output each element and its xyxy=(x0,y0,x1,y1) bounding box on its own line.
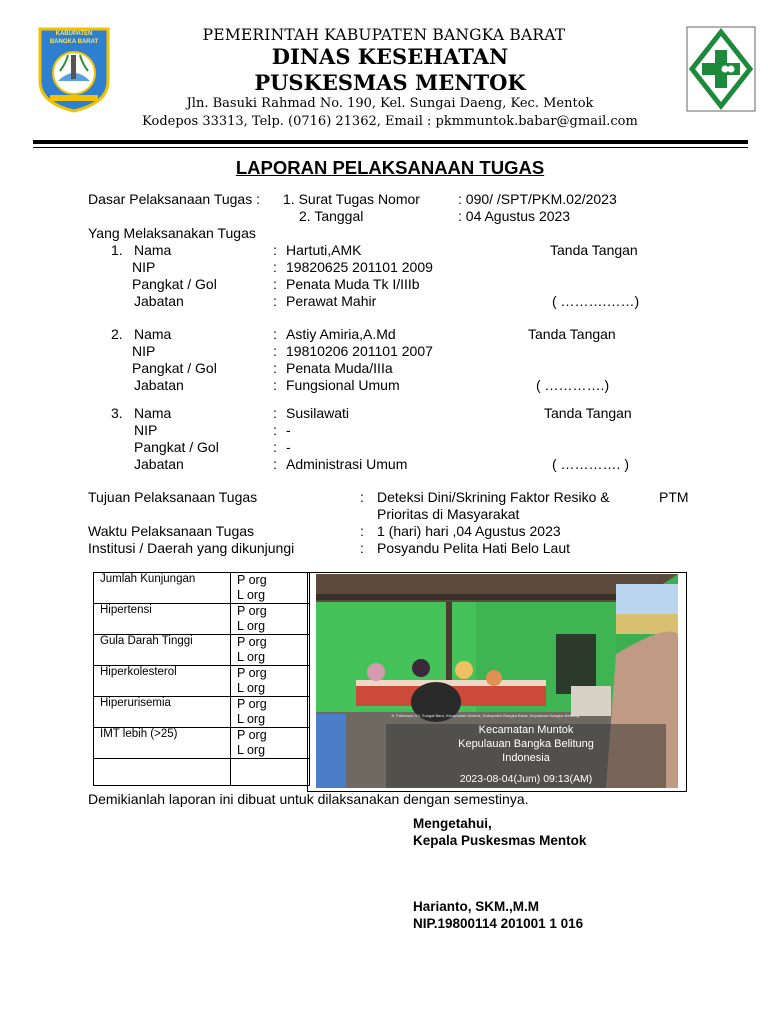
screening-stats-table xyxy=(93,572,310,786)
logo-text-mid: BANGKA BARAT xyxy=(49,39,99,45)
dasar-item1-value: : 090/ /SPT/PKM.02/2023 xyxy=(458,191,617,207)
stat-values: P org L org xyxy=(231,728,310,759)
institusi-label: Institusi / Daerah yang dikunjungi xyxy=(88,540,295,556)
tujuan-label: Tujuan Pelaksanaan Tugas xyxy=(88,489,258,505)
posyandu-photo xyxy=(316,574,678,788)
stat-label: Gula Darah Tinggi xyxy=(94,635,231,666)
table-row xyxy=(94,604,310,635)
person-3-name: Susilawati xyxy=(286,405,350,421)
sep: : xyxy=(273,377,277,393)
label-jabatan: Jabatan xyxy=(134,293,184,309)
tujuan-line2: Prioritas di Masyarakat xyxy=(377,506,520,522)
stat-values: P org L org xyxy=(231,635,310,666)
person-1-name: Hartuti,AMK xyxy=(286,242,362,258)
closing-statement: Demikianlah laporan ini dibuat untuk dilaksanakan dengan semestinya. xyxy=(88,791,529,807)
stat-values: P org L org xyxy=(231,604,310,635)
person-1-nip: 19820625 201101 2009 xyxy=(286,259,433,275)
table-row xyxy=(94,573,310,604)
photo-small-caption: Jl. Pahlawan XII, Sungai Baru, Kecamatan Muntok, Kabupaten Bangka Barat, Kepulauan Bangka Belitung xyxy=(391,713,580,718)
person-3-number: 3. xyxy=(111,405,123,421)
header-address: Jln. Basuki Rahmad No. 190, Kel. Sungai Daeng, Kec. Mentok xyxy=(186,96,594,111)
header-rule-thick xyxy=(33,140,748,144)
header-government: PEMERINTAH KABUPATEN BANGKA BARAT xyxy=(202,26,566,44)
empty-cell xyxy=(94,759,231,786)
dasar-item2-label: 2. Tanggal xyxy=(299,208,364,224)
label-nip: NIP xyxy=(132,343,156,359)
person-2-nip: 19810206 201101 2007 xyxy=(286,343,433,359)
photo-location-3: Indonesia xyxy=(502,752,550,764)
sep: : xyxy=(273,326,277,342)
person-1-signature-line: ( ……….……) xyxy=(552,293,640,309)
label-pangkat: Pangkat / Gol xyxy=(132,360,217,376)
label-jabatan: Jabatan xyxy=(134,456,184,472)
stat-values: P org L org xyxy=(231,573,310,604)
table-row xyxy=(94,759,310,786)
person-3-pangkat: - xyxy=(286,439,291,455)
sep: : xyxy=(273,405,277,421)
person-2-signature-label: Tanda Tangan xyxy=(528,326,616,342)
table-row xyxy=(94,666,310,697)
waktu-sep: : xyxy=(360,523,364,539)
sign-nip: NIP.19800114 201001 1 016 xyxy=(413,916,584,931)
waktu-label: Waktu Pelaksanaan Tugas xyxy=(88,523,255,539)
person-3-signature-line: ( …………. ) xyxy=(552,456,629,472)
report-title: LAPORAN PELAKSANAAN TUGAS xyxy=(235,157,545,178)
sign-name: Harianto, SKM.,M.M xyxy=(413,899,540,914)
photo-location-2: Kepulauan Bangka Belitung xyxy=(458,738,594,750)
label-nama: Nama xyxy=(134,242,172,258)
header-contact: Kodepos 33313, Telp. (0716) 21362, Email : pkmmuntok.babar@gmail.com xyxy=(142,114,638,129)
label-jabatan: Jabatan xyxy=(134,377,184,393)
institusi-sep: : xyxy=(360,540,364,556)
stat-label: Hipertensi xyxy=(94,604,231,635)
pelaksana-label: Yang Melaksanakan Tugas xyxy=(88,225,256,241)
label-pangkat: Pangkat / Gol xyxy=(132,276,217,292)
sep: : xyxy=(273,259,277,275)
stat-label: Jumlah Kunjungan xyxy=(94,573,231,604)
person-1-jabatan: Perawat Mahir xyxy=(286,293,377,309)
label-nip: NIP xyxy=(134,422,158,438)
sign-mengetahui: Mengetahui, xyxy=(413,816,492,831)
dasar-item1-label: 1. Surat Tugas Nomor xyxy=(283,191,420,207)
person-1-pangkat: Penata Muda Tk I/IIIb xyxy=(286,276,420,292)
person-3-jabatan: Administrasi Umum xyxy=(286,456,408,472)
header-rule-thin xyxy=(33,147,748,148)
stat-label: IMT lebih (>25) xyxy=(94,728,231,759)
label-nama: Nama xyxy=(134,405,172,421)
table-row xyxy=(94,697,310,728)
photo-timestamp: 2023-08-04(Jum) 09:13(AM) xyxy=(459,773,593,785)
person-2-signature-line: ( ………….) xyxy=(536,377,610,393)
photo-location-1: Kecamatan Muntok xyxy=(478,724,574,736)
person-1-signature-label: Tanda Tangan xyxy=(550,242,638,258)
person-3-nip: - xyxy=(286,422,291,438)
label-nama: Nama xyxy=(134,326,172,342)
logo-text-top: KABUPATEN xyxy=(55,31,93,37)
institusi-value: Posyandu Pelita Hati Belo Laut xyxy=(377,540,571,556)
sep: : xyxy=(273,242,277,258)
sep: : xyxy=(273,343,277,359)
person-3-signature-label: Tanda Tangan xyxy=(544,405,632,421)
person-2-pangkat: Penata Muda/IIIa xyxy=(286,360,393,376)
sep: : xyxy=(273,276,277,292)
label-pangkat: Pangkat / Gol xyxy=(134,439,219,455)
waktu-value: 1 (hari) hari ,04 Agustus 2023 xyxy=(377,523,561,539)
person-2-number: 2. xyxy=(111,326,123,342)
sep: : xyxy=(273,456,277,472)
tujuan-line1: Deteksi Dini/Skrining Faktor Resiko & xyxy=(377,489,610,505)
table-row xyxy=(94,728,310,759)
sep: : xyxy=(273,360,277,376)
empty-cell xyxy=(231,759,310,786)
table-row xyxy=(94,635,310,666)
dasar-label: Dasar Pelaksanaan Tugas : xyxy=(88,191,260,207)
person-2-jabatan: Fungsional Umum xyxy=(286,377,400,393)
person-2-name: Astiy Amiria,A.Md xyxy=(286,326,396,342)
person-1-number: 1. xyxy=(111,242,123,258)
tujuan-sep: : xyxy=(360,489,364,505)
sep: : xyxy=(273,293,277,309)
dasar-item2-value: : 04 Agustus 2023 xyxy=(458,208,571,224)
tujuan-ptm: PTM xyxy=(659,489,689,505)
header-department: DINAS KESEHATAN xyxy=(271,44,509,69)
header-unit: PUSKESMAS MENTOK xyxy=(254,70,526,95)
label-nip: NIP xyxy=(132,259,156,275)
stat-label: Hiperurisemia xyxy=(94,697,231,728)
stat-label: Hiperkolesterol xyxy=(94,666,231,697)
stat-values: P org L org xyxy=(231,666,310,697)
sep: : xyxy=(273,439,277,455)
sign-position: Kepala Puskesmas Mentok xyxy=(413,833,587,848)
sep: : xyxy=(273,422,277,438)
stat-values: P org L org xyxy=(231,697,310,728)
